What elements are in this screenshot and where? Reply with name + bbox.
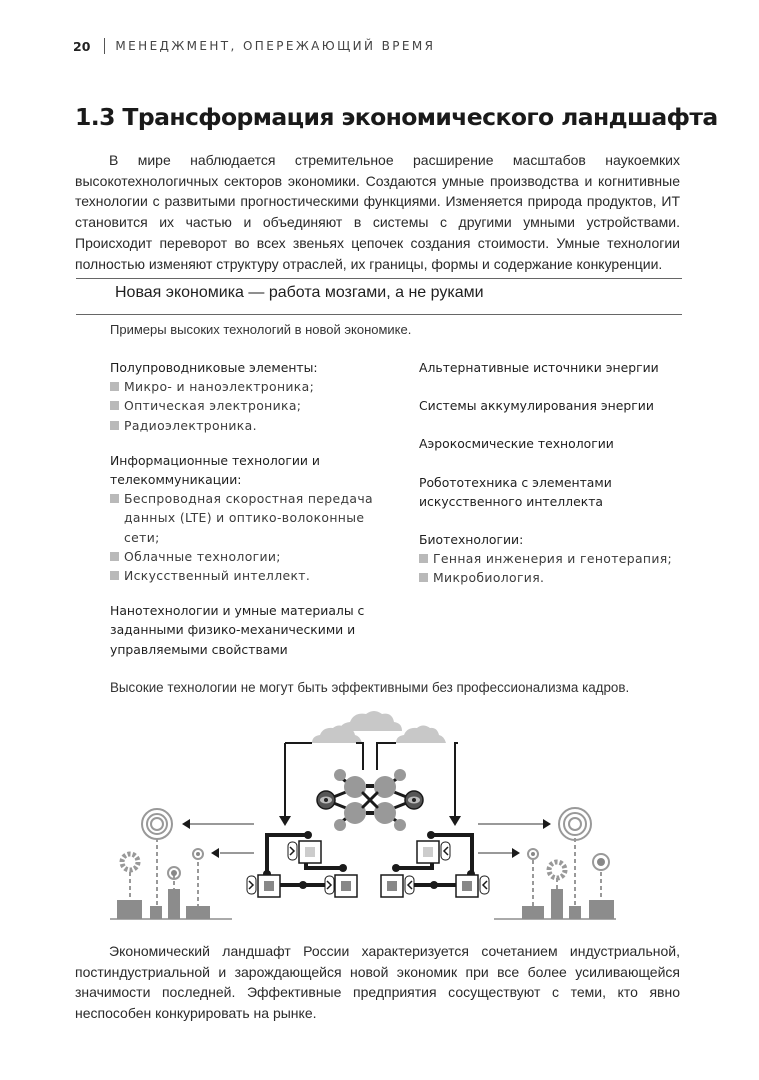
list-item: Микро- и наноэлектроника; (110, 377, 400, 396)
square-bullet-icon (110, 401, 119, 410)
group-heading: Аэрокосмические технологии (419, 436, 614, 452)
box-title: Новая экономика — работа мозгами, а не руками (115, 284, 484, 301)
list-item: Генная инженерия и генотерапия; (419, 549, 709, 568)
process-flow-icon (247, 831, 357, 897)
group-nanotech (110, 601, 400, 659)
tools-icon (363, 793, 377, 807)
group-it-telecom (110, 451, 400, 585)
page-number: 20 (73, 38, 91, 54)
box-intro: Примеры высоких технологий в новой экономике. (110, 322, 412, 337)
section-title: 1.3 Трансформация экономического ландшафта (75, 103, 718, 131)
gear-icon (122, 854, 138, 870)
group-alt-energy (419, 358, 709, 377)
square-bullet-icon (110, 421, 119, 430)
closing-paragraph: Экономический ландшафт России характеризуется сочетанием индустриальной, постиндустриальной и зарождающейся новой экономик при все более усиливающейся значимости последней. Эффективные предприятия сосуществуют с теми, кто явно неспособен конкурировать на рынке. (75, 943, 680, 1022)
list-item: Радиоэлектроника. (110, 416, 400, 435)
list-item: Облачные технологии; (110, 547, 400, 566)
box-top-rule (76, 278, 682, 279)
list-item: Беспроводная скоростная передача данных (LTE) и оптико-волоконные сети; (110, 489, 400, 547)
running-title: МЕНЕДЖМЕНТ, ОПЕРЕЖАЮЩИЙ ВРЕМЯ (115, 39, 436, 53)
intro-paragraph: В мире наблюдается стремительное расширение масштабов наукоемких высокотехнологичных секторов экономики. Создаются умные производства и когнитивные технологии с развитыми прогностическими функциями. Изменяется природа продуктов, ИТ становится их частью и объединяют в системы с другими умными устройствами. Происходит переворот во всех звеньях цепочек создания стоимости. Умные технологии полностью изменяют структуру отраслей, их границы, формы и содержание конкуренции. (75, 152, 680, 272)
header-divider (104, 38, 105, 54)
group-heading: Альтернативные источники энергии (419, 360, 659, 375)
target-icon (528, 849, 609, 870)
box-bottom-rule (76, 314, 682, 315)
group-robotics (419, 473, 709, 511)
group-aerospace (419, 434, 709, 453)
group-heading: Информационные технологии и телекоммуникации: (110, 452, 320, 488)
economy-illustration (95, 705, 675, 925)
group-energy-storage (419, 396, 709, 415)
list-item: Искусственный интеллект. (110, 566, 400, 585)
running-head (73, 36, 435, 56)
group-heading: Полупроводниковые элементы: (110, 360, 318, 375)
group-heading: Робототехника с элементами искусственного интеллекта (419, 474, 612, 509)
group-heading: Биотехнологии: (419, 532, 524, 548)
list-item: Оптическая электроника; (110, 396, 400, 415)
group-heading: Системы аккумулирования энергии (419, 398, 654, 414)
eye-icon (405, 791, 423, 809)
square-bullet-icon (110, 552, 119, 561)
process-flow-icon (381, 831, 489, 897)
cloud-icon (312, 711, 446, 743)
illustration-caption: Высокие технологии не могут быть эффективными без профессионализма кадров. (110, 680, 630, 695)
square-bullet-icon (419, 573, 428, 582)
eye-icon (317, 791, 335, 809)
group-heading: Нанотехнологии и умные материалы с заданными физико-механическими и управляемыми свойствами (110, 603, 365, 657)
tech-list-right (419, 358, 709, 607)
target-icon (142, 809, 172, 839)
tech-list-left (110, 358, 400, 675)
group-semiconductors (110, 358, 400, 435)
list-item: Микробиология. (419, 568, 709, 587)
target-icon (559, 808, 591, 840)
gear-icon (549, 862, 565, 878)
square-bullet-icon (419, 554, 428, 563)
square-bullet-icon (110, 494, 119, 503)
square-bullet-icon (110, 382, 119, 391)
group-biotech (419, 530, 709, 588)
square-bullet-icon (110, 571, 119, 580)
